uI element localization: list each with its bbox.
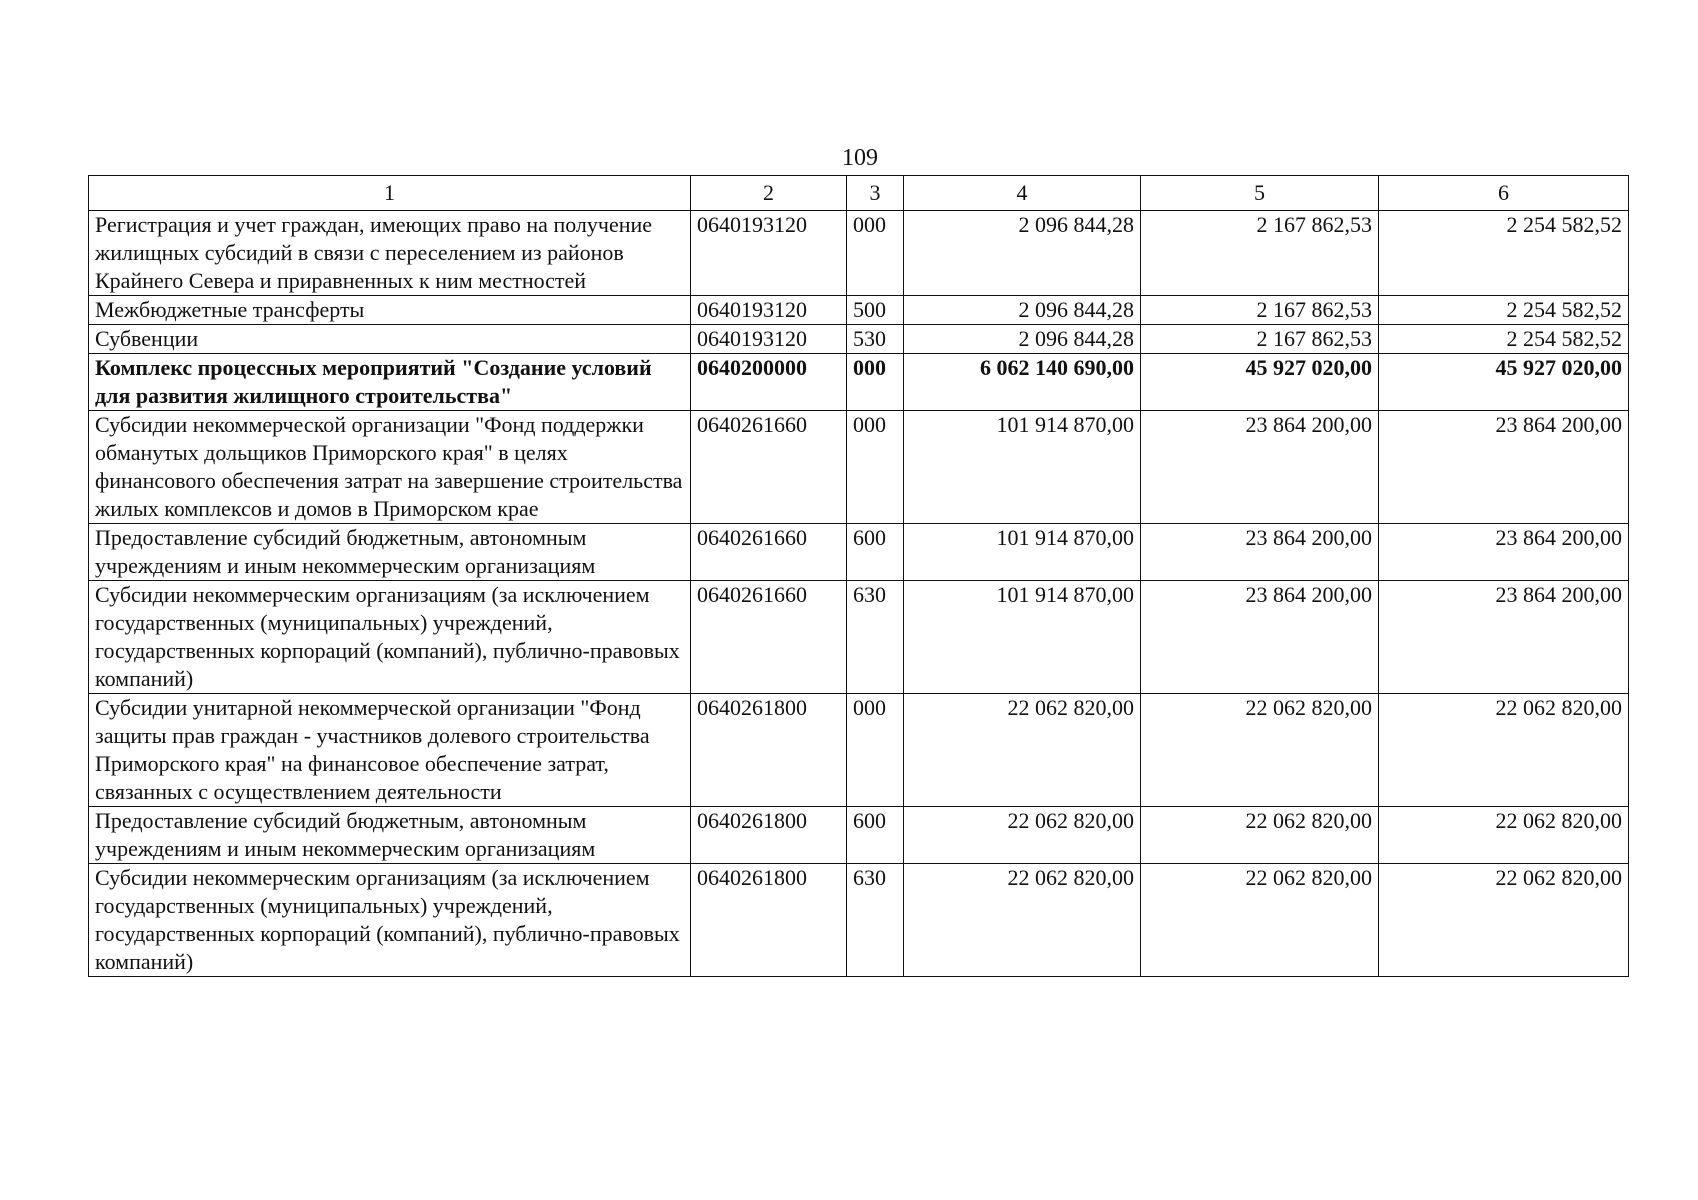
- row-name-cell: Предоставление субсидий бюджетным, автономным учреждениям и иным некоммерческим организациям: [89, 807, 691, 864]
- row-code-cell: 0640261800: [691, 807, 847, 864]
- table-row: [89, 325, 1629, 354]
- row-type-cell: 000: [847, 694, 904, 807]
- row-name-cell: Субсидии некоммерческим организациям (за исключением государственных (муниципальных) учреждений, государственных корпораций (компаний), публично-правовых компаний): [89, 864, 691, 977]
- row-code-cell: 0640193120: [691, 211, 847, 296]
- row-code-cell: 0640261800: [691, 694, 847, 807]
- column-number-row: [89, 176, 1629, 211]
- row-code-cell: 0640261660: [691, 524, 847, 581]
- row-value-col6-cell: 22 062 820,00: [1379, 694, 1629, 807]
- row-value-col5-cell: 22 062 820,00: [1141, 864, 1379, 977]
- column-number-5: 5: [1141, 176, 1379, 211]
- row-name-cell: Субсидии некоммерческой организации "Фонд поддержки обманутых дольщиков Приморского края" в целях финансового обеспечения затрат на завершение строительства жилых комплексов и домов в Приморском крае: [89, 411, 691, 524]
- row-value-col6-cell: 23 864 200,00: [1379, 411, 1629, 524]
- row-name-cell: Субвенции: [89, 325, 691, 354]
- row-name-cell: Субсидии унитарной некоммерческой организации "Фонд защиты прав граждан - участников долевого строительства Приморского края" на финансовое обеспечение затрат, связанных с осуществлением деятельности: [89, 694, 691, 807]
- row-type-cell: 600: [847, 524, 904, 581]
- row-value-col5-cell: 23 864 200,00: [1141, 524, 1379, 581]
- row-value-col5-cell: 2 167 862,53: [1141, 296, 1379, 325]
- column-number-1: 1: [89, 176, 691, 211]
- row-value-col5-cell: 23 864 200,00: [1141, 411, 1379, 524]
- row-value-col4-cell: 101 914 870,00: [904, 411, 1141, 524]
- table-row: [89, 411, 1629, 524]
- row-value-col6-cell: 2 254 582,52: [1379, 211, 1629, 296]
- table-row: [89, 807, 1629, 864]
- row-type-cell: 600: [847, 807, 904, 864]
- row-value-col4-cell: 2 096 844,28: [904, 325, 1141, 354]
- row-value-col6-cell: 22 062 820,00: [1379, 807, 1629, 864]
- row-value-col5-cell: 2 167 862,53: [1141, 211, 1379, 296]
- row-value-col6-cell: 22 062 820,00: [1379, 864, 1629, 977]
- row-value-col6-cell: 45 927 020,00: [1379, 354, 1629, 411]
- row-name-cell: Субсидии некоммерческим организациям (за исключением государственных (муниципальных) учреждений, государственных корпораций (компаний), публично-правовых компаний): [89, 581, 691, 694]
- table-row: [89, 694, 1629, 807]
- row-name-cell: Комплекс процессных мероприятий "Создание условий для развития жилищного строительства": [89, 354, 691, 411]
- row-name-cell: Регистрация и учет граждан, имеющих право на получение жилищных субсидий в связи с переселением из районов Крайнего Севера и приравненных к ним местностей: [89, 211, 691, 296]
- row-value-col4-cell: 6 062 140 690,00: [904, 354, 1141, 411]
- column-number-6: 6: [1379, 176, 1629, 211]
- page-number: 109: [842, 145, 878, 171]
- table-row: [89, 296, 1629, 325]
- row-value-col4-cell: 22 062 820,00: [904, 807, 1141, 864]
- row-value-col6-cell: 2 254 582,52: [1379, 296, 1629, 325]
- row-code-cell: 0640193120: [691, 325, 847, 354]
- row-type-cell: 000: [847, 211, 904, 296]
- row-value-col4-cell: 2 096 844,28: [904, 211, 1141, 296]
- row-value-col6-cell: 23 864 200,00: [1379, 581, 1629, 694]
- row-value-col4-cell: 101 914 870,00: [904, 524, 1141, 581]
- row-type-cell: 630: [847, 581, 904, 694]
- row-value-col5-cell: 22 062 820,00: [1141, 807, 1379, 864]
- row-value-col5-cell: 23 864 200,00: [1141, 581, 1379, 694]
- row-value-col4-cell: 2 096 844,28: [904, 296, 1141, 325]
- row-value-col5-cell: 2 167 862,53: [1141, 325, 1379, 354]
- row-value-col5-cell: 22 062 820,00: [1141, 694, 1379, 807]
- budget-table: [88, 175, 1629, 977]
- row-code-cell: 0640261800: [691, 864, 847, 977]
- row-type-cell: 530: [847, 325, 904, 354]
- column-number-3: 3: [847, 176, 904, 211]
- row-value-col6-cell: 23 864 200,00: [1379, 524, 1629, 581]
- table-body: [89, 211, 1629, 977]
- row-name-cell: Предоставление субсидий бюджетным, автономным учреждениям и иным некоммерческим организациям: [89, 524, 691, 581]
- row-type-cell: 000: [847, 411, 904, 524]
- row-value-col6-cell: 2 254 582,52: [1379, 325, 1629, 354]
- row-type-cell: 000: [847, 354, 904, 411]
- row-value-col4-cell: 101 914 870,00: [904, 581, 1141, 694]
- column-number-4: 4: [904, 176, 1141, 211]
- table-header: [89, 176, 1629, 211]
- table-row: [89, 864, 1629, 977]
- row-type-cell: 500: [847, 296, 904, 325]
- row-name-cell: Межбюджетные трансферты: [89, 296, 691, 325]
- row-type-cell: 630: [847, 864, 904, 977]
- table-row: [89, 354, 1629, 411]
- row-code-cell: 0640193120: [691, 296, 847, 325]
- row-code-cell: 0640200000: [691, 354, 847, 411]
- row-code-cell: 0640261660: [691, 581, 847, 694]
- table-row: [89, 581, 1629, 694]
- column-number-2: 2: [691, 176, 847, 211]
- table-row: [89, 211, 1629, 296]
- row-value-col4-cell: 22 062 820,00: [904, 864, 1141, 977]
- row-value-col4-cell: 22 062 820,00: [904, 694, 1141, 807]
- table-row: [89, 524, 1629, 581]
- row-code-cell: 0640261660: [691, 411, 847, 524]
- row-value-col5-cell: 45 927 020,00: [1141, 354, 1379, 411]
